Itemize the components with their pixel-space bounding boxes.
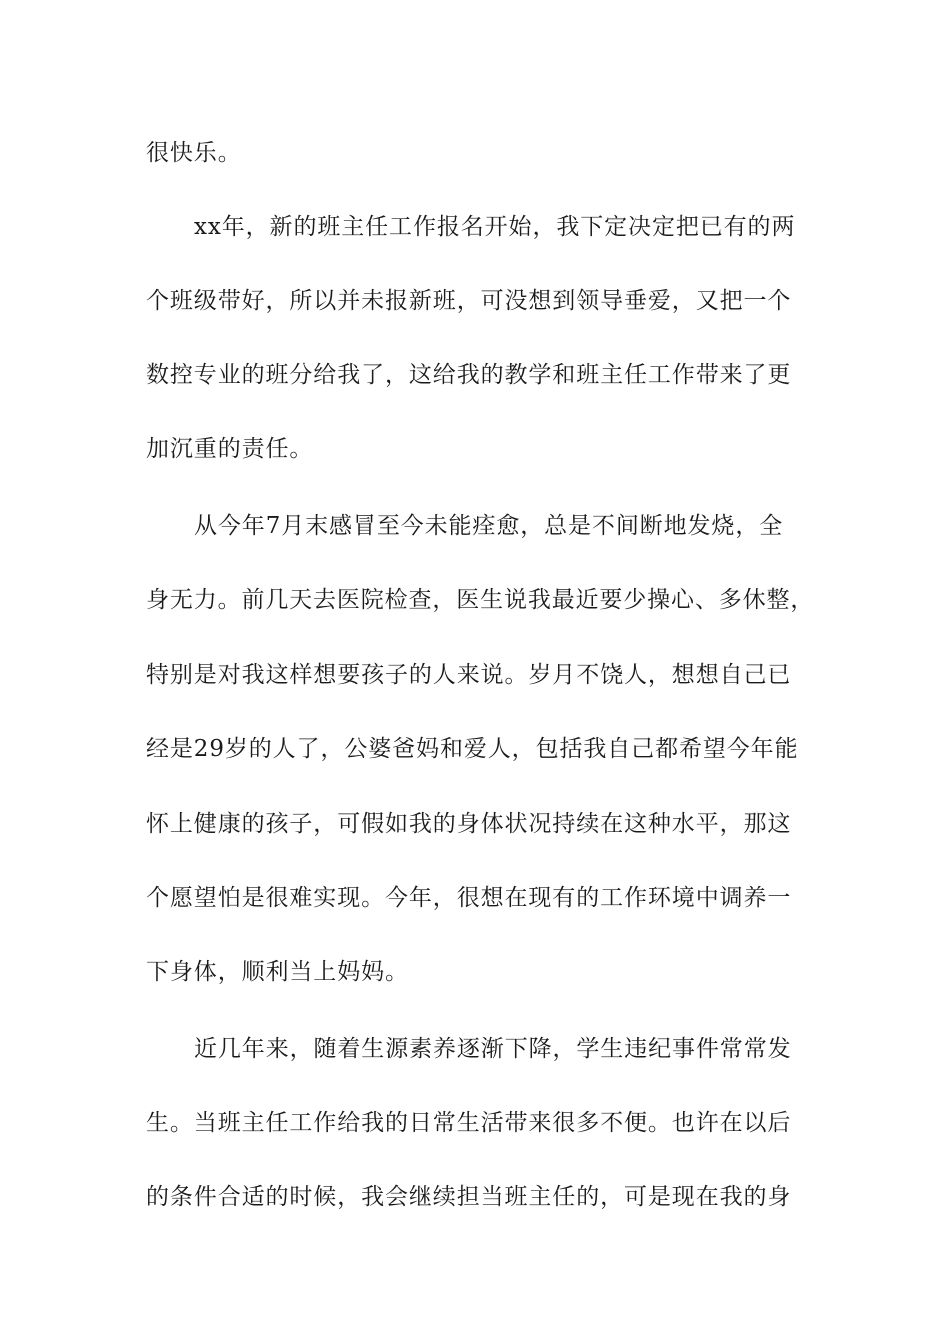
paragraph-4-line-1: 近几年来，随着生源素养逐渐下降，学生违纪事件常常发: [194, 1036, 792, 1062]
paragraph-3-line-5: 怀上健康的孩子，可假如我的身体状况持续在这种水平，那这: [146, 811, 792, 837]
paragraph-4-line-3: 的条件合适的时候，我会继续担当班主任的，可是现在我的身: [146, 1184, 792, 1210]
paragraph-3-line-6: 个愿望怕是很难实现。今年，很想在现有的工作环境中调养一: [146, 885, 792, 911]
paragraph-3-line-4: 经是29岁的人了，公婆爸妈和爱人，包括我自己都希望今年能: [146, 736, 799, 762]
text-line-1: 很快乐。: [146, 140, 242, 166]
paragraph-3-line-7: 下身体，顺利当上妈妈。: [146, 959, 409, 985]
paragraph-3-line-1: 从今年7月末感冒至今未能痊愈，总是不间断地发烧，全: [194, 513, 784, 539]
paragraph-2-line-1: xx年，新的班主任工作报名开始，我下定决定把已有的两: [194, 214, 796, 240]
paragraph-2-line-4: 加沉重的责任。: [146, 436, 314, 462]
paragraph-2-line-2: 个班级带好，所以并未报新班，可没想到领导垂爱，又把一个: [146, 288, 792, 314]
paragraph-4-line-2: 生。当班主任工作给我的日常生活带来很多不便。也许在以后: [146, 1110, 792, 1136]
paragraph-2-line-3: 数控专业的班分给我了，这给我的教学和班主任工作带来了更: [146, 362, 792, 388]
paragraph-3-line-3: 特别是对我这样想要孩子的人来说。岁月不饶人，想想自己已: [146, 662, 792, 688]
paragraph-3-line-2: 身无力。前几天去医院检查，医生说我最近要少操心、多休整，: [146, 587, 815, 613]
